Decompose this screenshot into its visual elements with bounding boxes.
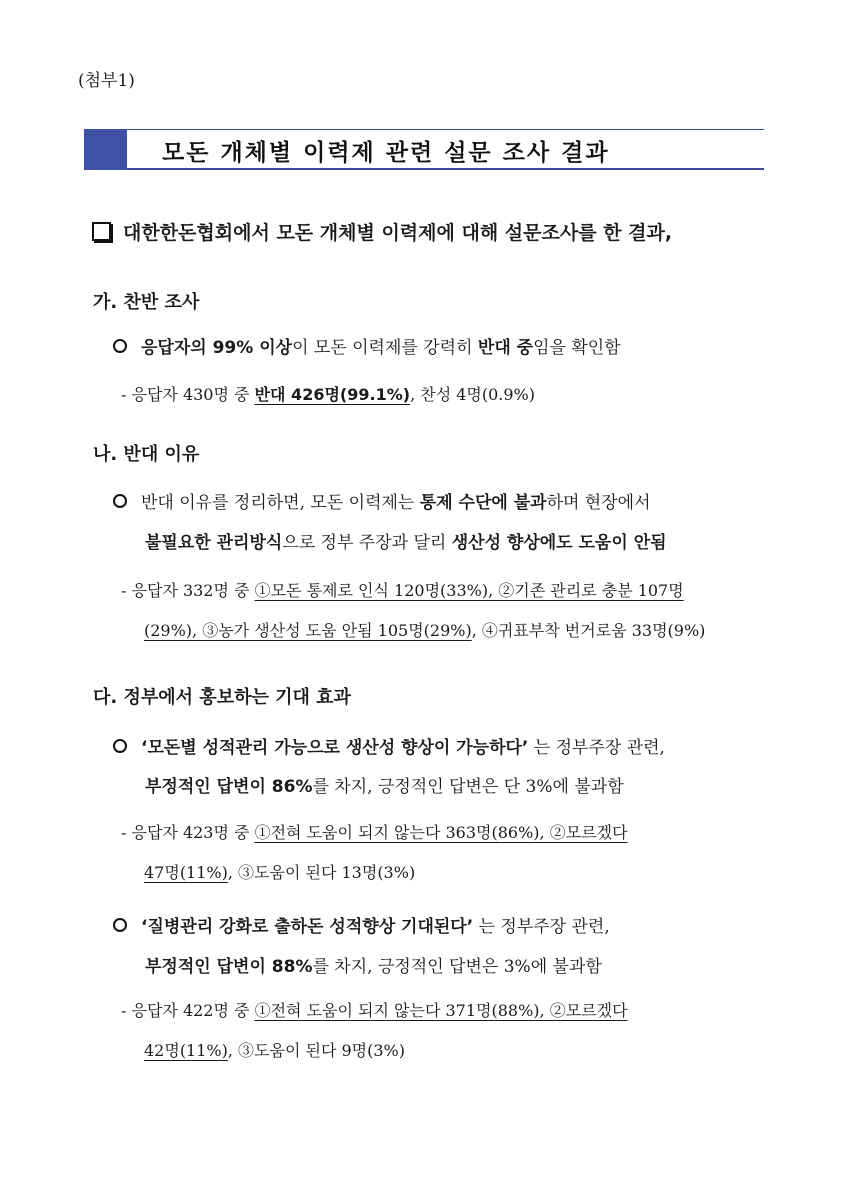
checkbox-square-icon (92, 222, 111, 241)
text: - 응답자 422명 중 (121, 1001, 255, 1020)
text: 임을 확인함 (533, 338, 621, 358)
text: 하며 현장에서 (546, 493, 651, 513)
title-bottom-rule (127, 168, 764, 170)
bold-text: ‘질병관리 강화로 출하돈 성적향상 기대된다’ (141, 917, 474, 937)
page-title: 모돈 개체별 이력제 관련 설문 조사 결과 (162, 140, 610, 166)
section-a-heading: 가. 찬반 조사 (93, 292, 200, 313)
text: 를 차지, 긍정적인 답변은 3%에 불과함 (312, 957, 602, 977)
text: 이 모돈 이력제를 강력히 (292, 338, 478, 358)
text: 으로 정부 주장과 달리 (282, 533, 452, 553)
bold-text: 부정적인 답변이 88% (145, 957, 313, 977)
section-a-detail (121, 382, 535, 405)
bold-text: 불필요한 관리방식 (145, 533, 283, 553)
bold-text: 통제 수단에 불과 (419, 493, 547, 513)
section-c-detail1-line2 (144, 860, 415, 883)
section-b-detail-line2 (144, 618, 705, 641)
underlined-bold-text: 반대 426명(99.1%) (254, 385, 411, 404)
circle-bullet-icon (113, 339, 127, 353)
summary-line (92, 218, 672, 245)
text: , 찬성 4명(0.9%) (410, 385, 536, 404)
text: 는 정부주장 관련, (473, 917, 610, 937)
circle-bullet-icon (113, 918, 127, 932)
underlined-text: (29%), ③농가 생산성 도움 안됨 105명(29%) (144, 621, 472, 640)
title-box (84, 129, 764, 170)
text: - 응답자 423명 중 (121, 823, 255, 842)
underlined-text: ①전혀 도움이 되지 않는다 363명(86%), ②모르겠다 (254, 823, 628, 842)
underlined-text: 42명(11%) (144, 1041, 228, 1060)
circle-bullet-icon (113, 494, 127, 508)
section-c-heading: 다. 정부에서 홍보하는 기대 효과 (93, 687, 351, 708)
bold-text: 부정적인 답변이 86% (145, 777, 313, 797)
section-c-bullet1-line1 (113, 733, 665, 758)
title-top-rule (127, 129, 764, 130)
text: - 응답자 430명 중 (121, 385, 255, 404)
attachment-label: (첨부1) (78, 71, 135, 91)
section-a-bullet (113, 333, 621, 358)
bold-text: 생산성 향상에도 도움이 안됨 (451, 533, 667, 553)
section-c-bullet2-line2 (145, 952, 602, 977)
text: , ③도움이 된다 13명(3%) (227, 863, 416, 882)
section-b-bullet-line1 (113, 488, 651, 513)
text: 는 정부주장 관련, (528, 738, 665, 758)
section-b-bullet-line2 (145, 528, 667, 553)
text: - 응답자 332명 중 (121, 581, 255, 600)
text: 반대 이유를 정리하면, 모돈 이력제는 (141, 493, 420, 513)
bold-text: ‘모돈별 성적관리 가능으로 생산성 향상이 가능하다’ (141, 738, 529, 758)
bold-text: 응답자의 99% 이상 (141, 338, 293, 358)
underlined-text: 47명(11%) (144, 863, 228, 882)
section-c-detail1-line1 (121, 820, 628, 843)
underlined-text: ①모돈 통제로 인식 120명(33%), ②기존 관리로 충분 107명 (254, 581, 684, 600)
summary-text: 대한한돈협회에서 모돈 개체별 이력제에 대해 설문조사를 한 결과, (123, 222, 673, 244)
section-c-detail2-line2 (144, 1038, 405, 1061)
underlined-text: ①전혀 도움이 되지 않는다 371명(88%), ②모르겠다 (254, 1001, 628, 1020)
text: , ③도움이 된다 9명(3%) (227, 1041, 406, 1060)
section-b-heading: 나. 반대 이유 (93, 444, 200, 465)
section-c-bullet1-line2 (145, 772, 624, 797)
section-c-bullet2-line1 (113, 912, 610, 937)
text: , ④귀표부착 번거로움 33명(9%) (471, 621, 706, 640)
title-accent-bar (84, 129, 127, 170)
circle-bullet-icon (113, 739, 127, 753)
section-b-detail-line1 (121, 578, 684, 601)
section-c-detail2-line1 (121, 998, 628, 1021)
bold-text: 반대 중 (477, 338, 534, 358)
text: 를 차지, 긍정적인 답변은 단 3%에 불과함 (312, 777, 624, 797)
